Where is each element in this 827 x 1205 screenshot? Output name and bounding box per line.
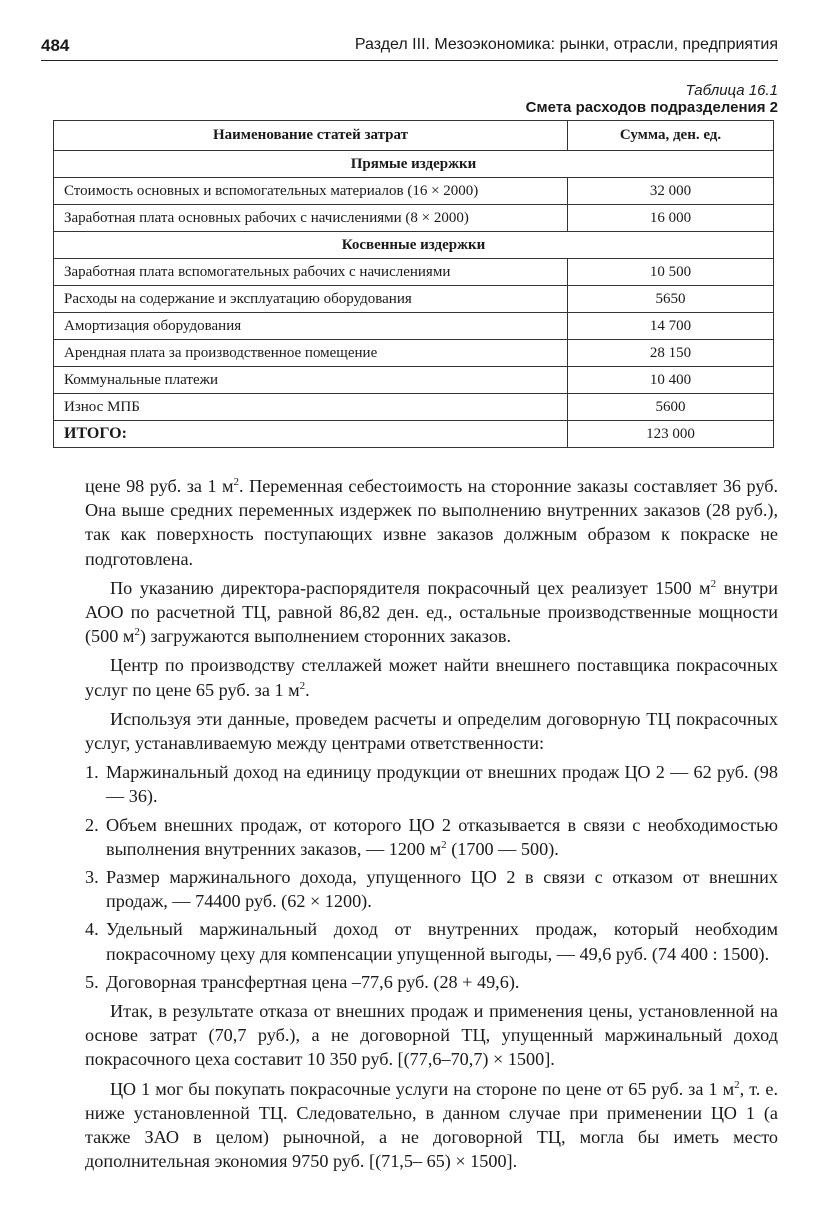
table-row (54, 394, 774, 421)
list-item (85, 865, 778, 913)
superscript: 2 (441, 838, 447, 851)
table-title: Смета расходов подразделения 2 (525, 99, 778, 116)
list-number: 3. (85, 867, 99, 888)
cost-item-amount: 10 500 (568, 259, 774, 286)
cost-item-name: Износ МПБ (54, 394, 568, 421)
list-item (85, 970, 778, 994)
group-heading: Косвенные издержки (54, 232, 774, 259)
list-number: 1. (85, 762, 99, 783)
cost-estimate-table (53, 120, 774, 448)
text-run: Маржинальный доход на единицу продукции от внешних продаж ЦО 2 — 62 руб. (98 — 36). (106, 762, 778, 807)
cost-item-amount: 5600 (568, 394, 774, 421)
paragraph (85, 576, 778, 649)
cost-item-amount: 28 150 (568, 340, 774, 367)
cost-item-amount: 32 000 (568, 178, 774, 205)
superscript: 2 (734, 1078, 740, 1091)
paragraph (85, 653, 778, 701)
text-run: (1700 — 500). (446, 838, 559, 859)
text-run: По указанию директора-распорядителя покрасочный цех реализует 1500 м (110, 577, 711, 598)
cost-item-name: Стоимость основных и вспомогательных материалов (16 × 2000) (54, 178, 568, 205)
text-run: ) загружаются выполнением сторонних заказов. (139, 626, 512, 647)
text-run: . Переменная себестоимость на сторонние заказы составляет 36 руб. Она выше средних переменных издержек по выполнению внутренних заказов (28 руб.), так как поверхность поступающих извне заказов должным образом к покраске не подготовлена. (85, 476, 779, 569)
superscript: 2 (233, 475, 240, 488)
text-run: Удельный маржинальный доход от внутренних продаж, который необходим покрасочному цеху для компенсации упущенной выгоды, — 49,6 руб. (74 400 : 1500). (106, 919, 778, 964)
body-text (85, 474, 778, 1178)
paragraph (85, 474, 778, 571)
list-item (85, 813, 778, 861)
table-number: Таблица 16.1 (685, 82, 778, 99)
superscript: 2 (134, 626, 140, 639)
superscript: 2 (299, 679, 306, 692)
table-row (54, 313, 774, 340)
calculation-list (85, 760, 778, 994)
group-row-direct (54, 151, 774, 178)
cost-item-name: Заработная плата вспомогательных рабочих с начислениями (54, 259, 568, 286)
paragraph (85, 1077, 778, 1174)
column-header-amount: Сумма, ден. ед. (568, 121, 774, 151)
text-run: внутри АОО по расчетной ТЦ, равной 86,82 ден. ед., остальные производственные мощности (500 м (85, 577, 778, 647)
cost-item-name: Амортизация оборудования (54, 313, 568, 340)
cost-item-amount: 5650 (568, 286, 774, 313)
text-run: . (305, 679, 310, 700)
paragraph: Итак, в результате отказа от внешних продаж и применения цены, установленной на основе затрат (70,7 руб.), а не договорной ТЦ, упущенный маржинальный доход покрасочного цеха составит 10 350 руб. [(77,6–70,7) × 1500]. (85, 1001, 778, 1070)
cost-item-amount: 16 000 (568, 205, 774, 232)
page-number: 484 (41, 36, 70, 55)
table-row (54, 205, 774, 232)
cost-item-amount: 10 400 (568, 367, 774, 394)
table-row (54, 340, 774, 367)
text-run: Объем внешних продаж, от которого ЦО 2 отказывается в связи с необходимостью выполнения внутренних заказов, — 1200 м (106, 814, 778, 859)
cost-item-name: Арендная плата за производственное помещение (54, 340, 568, 367)
group-row-indirect (54, 232, 774, 259)
text-run: ЦО 1 мог бы покупать покрасочные услуги на стороне по цене от 65 руб. за 1 м (110, 1078, 735, 1099)
text-run: Размер маржинального дохода, упущенного ЦО 2 в связи с отказом от внешних продаж, — 74400 руб. (62 × 1200). (106, 867, 778, 912)
table-row (54, 286, 774, 313)
cost-item-name: Расходы на содержание и эксплуатацию оборудования (54, 286, 568, 313)
cost-item-name: Коммунальные платежи (54, 367, 568, 394)
list-number: 2. (85, 814, 99, 835)
group-heading: Прямые издержки (54, 151, 774, 178)
column-header-name: Наименование статей затрат (54, 121, 568, 151)
total-row (54, 421, 774, 448)
section-title: Раздел III. Мезоэкономика: рынки, отрасли, предприятия (354, 36, 778, 53)
text-run: цене 98 руб. за 1 м (85, 476, 234, 496)
list-number: 4. (85, 919, 99, 940)
list-item (85, 760, 778, 808)
cost-item-amount: 14 700 (568, 313, 774, 340)
table-header-row (54, 121, 774, 151)
total-amount: 123 000 (568, 421, 774, 448)
text-run: , т. е. ниже установленной ТЦ. Следовательно, в данном случае при применении ЦО 1 (а также ЗАО в целом) рыночной, а не договорной ТЦ, могла бы иметь место дополнительная экономия 9750 руб. [(71,5– 65) × 1500]. (85, 1078, 779, 1172)
list-item (85, 917, 778, 965)
text-run: Договорная трансфертная цена –77,6 руб. (28 + 49,6). (106, 971, 520, 992)
paragraph: Используя эти данные, проведем расчеты и определим договорную ТЦ покрасочных услуг, устанавливаемую между центрами ответственности: (85, 708, 778, 754)
list-number: 5. (85, 971, 99, 992)
text-run: Центр по производству стеллажей может найти внешнего поставщика покрасочных услуг по цене 65 руб. за 1 м (85, 655, 778, 700)
cost-item-name: Заработная плата основных рабочих с начислениями (8 × 2000) (54, 205, 568, 232)
table-row (54, 178, 774, 205)
superscript: 2 (710, 577, 717, 590)
running-header (41, 30, 778, 61)
table-row (54, 259, 774, 286)
total-label: ИТОГО: (54, 421, 568, 448)
table-row (54, 367, 774, 394)
